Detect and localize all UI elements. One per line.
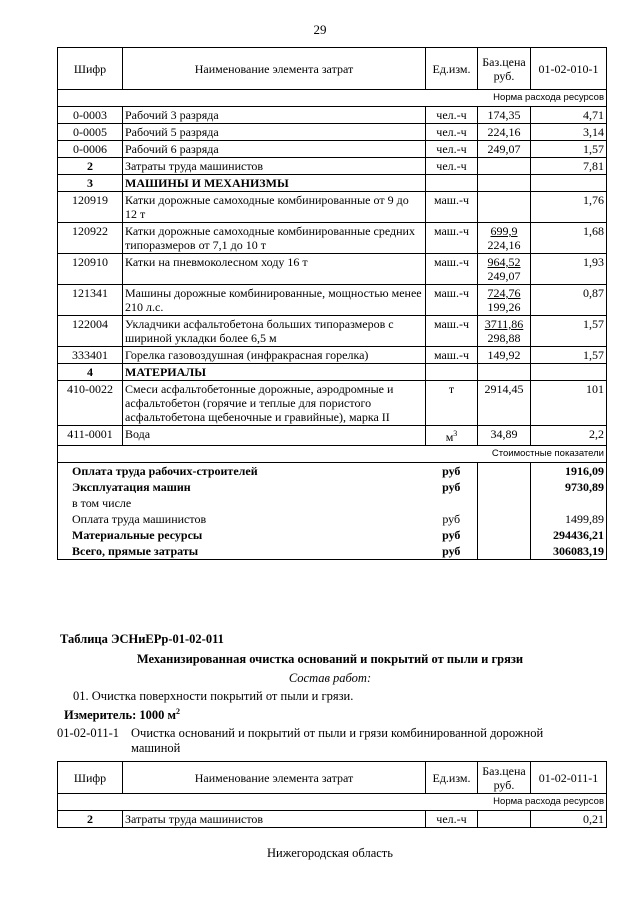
- row-price-main: 2914,45: [484, 382, 524, 396]
- row-price: [478, 158, 531, 175]
- row-price: [478, 285, 531, 316]
- row-unit-text: чел.-ч: [436, 159, 467, 173]
- cost-row: [58, 543, 607, 560]
- row-name: Рабочий 5 разряда: [123, 124, 426, 141]
- cost-empty: [478, 479, 531, 495]
- row-price: [478, 107, 531, 124]
- subheader-row: [58, 794, 607, 811]
- row-code: 120919: [58, 192, 123, 223]
- row-price: [478, 223, 531, 254]
- composition-label: Состав работ:: [288, 671, 372, 685]
- meter-line: [64, 707, 180, 723]
- row-name: Катки дорожные самоходные комбинированные от 9 до 12 т: [123, 192, 426, 223]
- cost-row: [58, 527, 607, 543]
- row-unit: [426, 175, 478, 192]
- row-price-main: 224,16: [487, 125, 521, 139]
- row-name: Катки на пневмоколесном ходу 16 т: [123, 254, 426, 285]
- row-unit: [426, 124, 478, 141]
- cost-value: 9730,89: [531, 479, 607, 495]
- cost-name: Оплата труда машинистов: [58, 511, 426, 527]
- row-code: 0-0005: [58, 124, 123, 141]
- cost-name: Всего, прямые затраты: [58, 543, 426, 560]
- row-name: Рабочий 6 разряда: [123, 141, 426, 158]
- row-price-main: 249,07: [487, 142, 521, 156]
- row-name: Вода: [123, 426, 426, 446]
- cost-empty: [478, 511, 531, 527]
- subheader-row: [58, 90, 607, 107]
- row-unit-text: маш.-ч: [433, 255, 470, 269]
- row-code: 3: [58, 175, 123, 192]
- row-value: 1,76: [531, 192, 607, 223]
- cost-empty: [478, 495, 531, 511]
- row-unit-text: маш.-ч: [433, 286, 470, 300]
- table-row: [58, 141, 607, 158]
- header-unit: Ед.изм.: [426, 762, 478, 794]
- norm-code: 01-02-011-1: [57, 726, 120, 740]
- resource-table-2: [57, 761, 607, 828]
- subheader: Норма расхода ресурсов: [58, 794, 607, 811]
- cost-value: 1916,09: [531, 463, 607, 480]
- row-name: Катки дорожные самоходные комбинированные средних типоразмеров от 7,1 до 10 т: [123, 223, 426, 254]
- header-price: Баз.цена руб.: [478, 762, 531, 794]
- row-unit-sup: 3: [453, 429, 458, 438]
- row-code: 2: [58, 811, 123, 828]
- row-unit: [426, 192, 478, 223]
- norm-description: Очистка оснований и покрытий от пыли и грязи комбинированной дорожной машиной: [131, 726, 544, 755]
- row-value: 4,71: [531, 107, 607, 124]
- table-header: [58, 762, 607, 794]
- row-name: Смеси асфальтобетонные дорожные, аэродромные и асфальтобетон (горячие и теплые для пористого асфальтобетона щебеночные и гравийные), марка II: [123, 381, 426, 426]
- header-norm-id: 01-02-010-1: [531, 48, 607, 90]
- cost-row: [58, 479, 607, 495]
- table-row: [58, 107, 607, 124]
- cost-value: 294436,21: [531, 527, 607, 543]
- row-price-main: 3711,86: [484, 317, 524, 331]
- row-name: Горелка газовоздушная (инфракрасная горелка): [123, 347, 426, 364]
- row-name: Затраты труда машинистов: [123, 811, 426, 828]
- row-name: Затраты труда машинистов: [123, 158, 426, 175]
- row-value: 1,57: [531, 141, 607, 158]
- table-row: [58, 285, 607, 316]
- row-unit: [426, 381, 478, 426]
- row-unit-text: чел.-ч: [436, 108, 467, 122]
- row-price: [478, 316, 531, 347]
- header-unit: Ед.изм.: [426, 48, 478, 90]
- page-number: 29: [313, 22, 327, 37]
- row-unit-text: маш.-ч: [433, 224, 470, 238]
- row-unit: [426, 141, 478, 158]
- table-row: [58, 158, 607, 175]
- row-value: 0,87: [531, 285, 607, 316]
- table-row: [58, 175, 607, 192]
- row-unit-text: маш.-ч: [433, 348, 470, 362]
- row-price-main: 964,52: [487, 255, 521, 269]
- row-code: 410-0022: [58, 381, 123, 426]
- header-name: Наименование элемента затрат: [123, 762, 426, 794]
- cost-unit: руб: [426, 543, 478, 560]
- cost-name: Оплата труда рабочих-строителей: [58, 463, 426, 480]
- row-value: [531, 175, 607, 192]
- row-name: Укладчики асфальтобетона больших типоразмеров с шириной укладки более 6,5 м: [123, 316, 426, 347]
- row-code: 0-0003: [58, 107, 123, 124]
- row-unit: [426, 107, 478, 124]
- cost-value: [531, 495, 607, 511]
- header-code: Шифр: [58, 48, 123, 90]
- row-value: 2,2: [531, 426, 607, 446]
- row-price: [478, 192, 531, 223]
- row-unit-text: м: [445, 430, 454, 444]
- table-row: [58, 811, 607, 828]
- meter-label: Измеритель: 1000 м: [64, 708, 177, 723]
- row-unit: чел.-ч: [426, 811, 478, 828]
- row-code: 2: [58, 158, 123, 175]
- cost-header: Стоимостные показатели: [58, 446, 607, 463]
- table-row: [58, 223, 607, 254]
- cost-name: Материальные ресурсы: [58, 527, 426, 543]
- row-price-main: 174,35: [487, 108, 521, 122]
- cost-empty: [478, 543, 531, 560]
- row-price-secondary: 298,88: [487, 331, 521, 345]
- row-code: 120910: [58, 254, 123, 285]
- row-value: [531, 364, 607, 381]
- meter-sup: 2: [176, 707, 181, 716]
- row-price-main: 699,9: [490, 224, 518, 238]
- row-unit: [426, 347, 478, 364]
- header-norm-id: 01-02-011-1: [531, 762, 607, 794]
- row-code: 122004: [58, 316, 123, 347]
- row-value: 1,57: [531, 316, 607, 347]
- row-unit: [426, 426, 478, 446]
- row-unit-text: т: [448, 382, 455, 396]
- cost-row: [58, 495, 607, 511]
- table-row: [58, 426, 607, 446]
- cost-unit: руб: [426, 511, 478, 527]
- table-header: [58, 48, 607, 90]
- row-value: 1,68: [531, 223, 607, 254]
- cost-name: в том числе: [58, 495, 426, 511]
- row-price: [478, 347, 531, 364]
- cost-unit: руб: [426, 479, 478, 495]
- row-code: 411-0001: [58, 426, 123, 446]
- table-row: [58, 316, 607, 347]
- row-price: [478, 254, 531, 285]
- row-price: [478, 811, 531, 828]
- row-unit: [426, 223, 478, 254]
- table-title: Таблица ЭСНиЕРр-01-02-011: [60, 632, 224, 646]
- row-unit-text: маш.-ч: [433, 193, 470, 207]
- table-row: [58, 364, 607, 381]
- subheader: Норма расхода ресурсов: [58, 90, 607, 107]
- table-row: [58, 381, 607, 426]
- row-unit: [426, 316, 478, 347]
- cost-row: [58, 463, 607, 480]
- cost-header-row: [58, 446, 607, 463]
- row-price-main: 34,89: [490, 427, 518, 441]
- row-name: Машины дорожные комбинированные, мощностью менее 210 л.с.: [123, 285, 426, 316]
- cost-unit: [426, 495, 478, 511]
- work-item: 01. Очистка поверхности покрытий от пыли и грязи.: [73, 689, 354, 703]
- row-unit: [426, 285, 478, 316]
- cost-empty: [478, 527, 531, 543]
- cost-name: Эксплуатация машин: [58, 479, 426, 495]
- table-row: [58, 347, 607, 364]
- row-unit: [426, 364, 478, 381]
- row-price: [478, 141, 531, 158]
- cost-empty: [478, 463, 531, 480]
- cost-row: [58, 511, 607, 527]
- row-value: 101: [531, 381, 607, 426]
- row-price: [478, 364, 531, 381]
- row-unit-text: чел.-ч: [436, 125, 467, 139]
- row-price-main: 724,76: [487, 286, 521, 300]
- table-row: [58, 254, 607, 285]
- row-value: 0,21: [531, 811, 607, 828]
- row-name: МАТЕРИАЛЫ: [123, 364, 426, 381]
- cost-unit: руб: [426, 463, 478, 480]
- row-unit-text: маш.-ч: [433, 317, 470, 331]
- row-unit-text: чел.-ч: [436, 142, 467, 156]
- row-price: [478, 175, 531, 192]
- row-code: 4: [58, 364, 123, 381]
- row-value: 3,14: [531, 124, 607, 141]
- row-price: [478, 124, 531, 141]
- section-heading: Механизированная очистка оснований и покрытий от пыли и грязи: [136, 652, 524, 666]
- row-code: 0-0006: [58, 141, 123, 158]
- table-row: [58, 124, 607, 141]
- row-price: [478, 426, 531, 446]
- table-row: [58, 192, 607, 223]
- row-name: МАШИНЫ И МЕХАНИЗМЫ: [123, 175, 426, 192]
- row-price-secondary: 224,16: [487, 238, 521, 252]
- footer-region: Нижегородская область: [267, 846, 393, 860]
- row-price: [478, 381, 531, 426]
- row-price-secondary: 249,07: [487, 269, 521, 283]
- resource-table-1: [57, 47, 607, 560]
- cost-value: 1499,89: [531, 511, 607, 527]
- cost-value: 306083,19: [531, 543, 607, 560]
- row-price-main: 149,92: [487, 348, 521, 362]
- row-code: 333401: [58, 347, 123, 364]
- row-code: 121341: [58, 285, 123, 316]
- header-name: Наименование элемента затрат: [123, 48, 426, 90]
- cost-unit: руб: [426, 527, 478, 543]
- row-value: 1,57: [531, 347, 607, 364]
- row-name: Рабочий 3 разряда: [123, 107, 426, 124]
- row-price-secondary: 199,26: [487, 300, 521, 314]
- row-unit: [426, 158, 478, 175]
- row-value: 1,93: [531, 254, 607, 285]
- header-code: Шифр: [58, 762, 123, 794]
- row-code: 120922: [58, 223, 123, 254]
- row-unit: [426, 254, 478, 285]
- header-price: Баз.цена руб.: [478, 48, 531, 90]
- row-value: 7,81: [531, 158, 607, 175]
